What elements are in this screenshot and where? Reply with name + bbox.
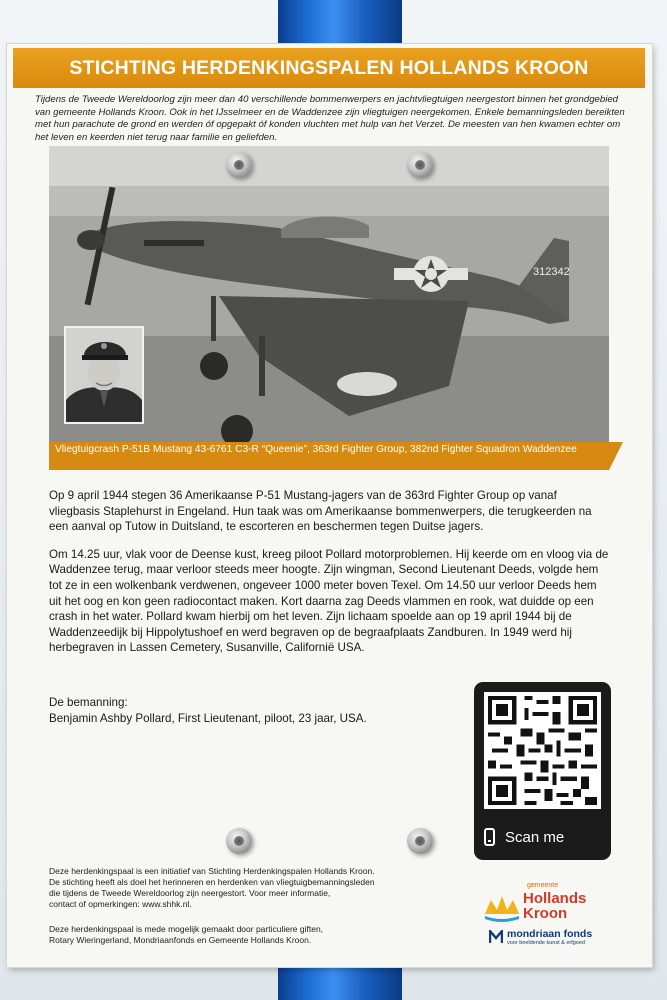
footer-line: contact of opmerkingen: www.shhk.nl. <box>49 898 192 909</box>
crew-members: Benjamin Ashby Pollard, First Lieutenant, piloot, 23 jaar, USA. <box>49 712 367 725</box>
footer-line: die tijdens de Tweede Wereldoorlog zijn neergestort. Voor meer informatie, <box>49 887 331 898</box>
pilot-portrait <box>64 326 144 424</box>
aircraft-photo <box>49 146 609 442</box>
bolt <box>407 152 433 178</box>
sign-title: STICHTING HERDENKINGSPALEN HOLLANDS KROON <box>13 48 645 88</box>
footer-line: Rotary Wieringerland, Mondriaanfonds en Gemeente Hollands Kroon. <box>49 934 312 945</box>
mondriaan-fonds-logo <box>489 928 619 950</box>
hk-name-line2: Kroon <box>523 905 568 922</box>
crew-heading: De bemanning: <box>49 696 128 709</box>
footer-line: Deze herdenkingspaal is mede mogelijk gemaakt door particuliere giften, <box>49 924 324 934</box>
hollands-kroon-logo <box>483 884 613 924</box>
paragraph: Om 14.25 uur, vlak voor de Deense kust, kreeg piloot Pollard motorproblemen. Hij keerde om en vloog via de Waddenzee terug, maar verloor steeds meer hoogte. Zijn wingman, Second Lieutenant Deeds, volgde hem tot ze in een wolkenbank verdwenen, ongeveer 1000 meter boven Texel. Om 14.50 uur verloor Deeds hem uit het oog en kon geen radiocontact maken. Kort daarna zag Deeds vlammen en rook, wat duidde op een crash in het water. Pollard kwam hierbij om het leven. Zijn lichaam spoelde aan op 19 april 1944 bij de Waddenzeedijk bij Hippolytushoef en werd begraven op de begraafplaats Zandburen. In 1949 werd hij herbegraven in Lassen Cemetery, Susanville, Californië USA. <box>49 547 609 655</box>
mondriaan-m-icon <box>489 930 503 944</box>
qr-code-panel[interactable] <box>474 682 611 860</box>
story-text <box>49 488 609 668</box>
footer-line: Deze herdenkingspaal is een initiatief van Stichting Herdenkingspalen Hollands Kroon. <box>49 866 375 876</box>
scan-me-label: Scan me <box>505 828 565 846</box>
bolt <box>226 828 252 854</box>
pilot-portrait-image <box>66 328 142 422</box>
mf-subtitle: voor beeldende kunst & erfgoed <box>507 940 585 946</box>
crown-icon <box>483 892 521 922</box>
photo-caption: Vliegtuigcrash P-51B Mustang 43-6761 C3-R “Queenie”, 363rd Fighter Group, 382nd Fighter Squadron Waddenzee <box>49 442 609 470</box>
phone-icon <box>484 828 495 846</box>
bolt <box>226 152 252 178</box>
paragraph: Op 9 april 1944 stegen 36 Amerikaanse P-51 Mustang-jagers van de 363rd Fighter Group op vanaf vliegbasis Staplehurst in Engeland. Hun taak was om Amerikaanse bommenwerpers, die terugkeerden na een aanval op Tutow in Duitsland, te escorteren en beschermen tegen Duitse jagers. <box>49 489 592 534</box>
footer-sponsors <box>49 924 449 946</box>
intro-text: Tijdens de Tweede Wereldoorlog zijn meer dan 40 verschillende bommenwerpers en jachtvliegtuigen neergestort binnen het grondgebied van gemeente Hollands Kroon. Ook in het IJsselmeer en de Waddenzee zijn vliegtuigen neergekomen. Enkele bemanningsleden bereikten met hun parachute de grond en werden óf opgepakt óf konden vluchten met hulp van het Verzet. De meesten van hen kwamen echter om het leven en keerden niet terug naar familie en geliefden. <box>35 94 625 143</box>
footer-line: De stichting heeft als doel het herinneren en herdenken van vliegtuigbemanningsleden <box>49 876 375 887</box>
scan-me-row <box>484 825 564 849</box>
mf-name: mondriaan fonds <box>507 928 593 940</box>
qr-code-icon <box>484 692 601 809</box>
hk-small-label: gemeente <box>527 882 559 889</box>
bolt <box>407 828 433 854</box>
memorial-sign <box>7 44 652 967</box>
tail-number: 312342 <box>533 266 570 278</box>
hk-name-line1: Hollands <box>523 890 587 907</box>
qr-code[interactable] <box>484 692 601 809</box>
footer-initiative <box>49 866 449 910</box>
